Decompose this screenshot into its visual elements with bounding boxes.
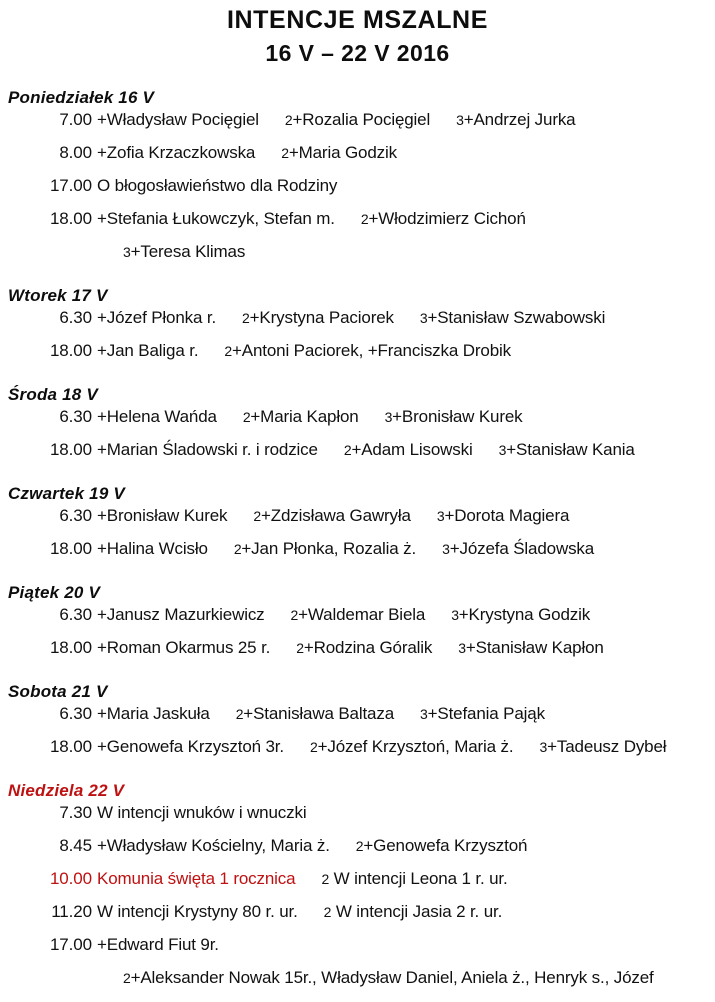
intention-entry — [97, 804, 306, 821]
mass-time: 6.30 — [59, 406, 92, 426]
intention-entry — [97, 870, 295, 887]
intention-index: 3 — [456, 111, 464, 128]
intention-columns — [97, 309, 605, 326]
intention-index: 2 — [242, 408, 251, 425]
mass-intention-row — [0, 903, 715, 936]
intention-entry — [97, 507, 227, 524]
intention-entry — [437, 507, 569, 524]
intention-text: +Bronisław Kurek — [97, 505, 228, 525]
intention-text: +Stanisław Szwabowski — [427, 307, 606, 327]
intention-text: +Władysław Pocięgiel — [97, 109, 259, 129]
intention-text: +Helena Wańda — [97, 406, 217, 426]
intention-index: 2 — [233, 540, 242, 557]
day-section — [0, 88, 715, 276]
day-section — [0, 385, 715, 474]
intention-text: +Jan Płonka, Rozalia ż. — [241, 538, 417, 558]
intention-columns — [97, 177, 337, 194]
intention-text: +Roman Okarmus 25 r. — [97, 637, 271, 657]
mass-intention-row — [0, 639, 715, 672]
intention-index: 2 — [360, 210, 369, 227]
mass-intention-row — [0, 342, 715, 375]
intention-columns — [97, 243, 245, 260]
intention-entry — [285, 111, 430, 128]
intention-entry — [324, 903, 502, 920]
mass-intention-row — [0, 177, 715, 210]
document-title-block — [0, 0, 715, 68]
intention-text: +Włodzimierz Cichoń — [368, 208, 526, 228]
intention-entry — [224, 342, 511, 359]
intention-index: 2 — [309, 738, 318, 755]
intention-columns — [97, 969, 654, 986]
mass-time: 6.30 — [59, 307, 92, 327]
intention-entry — [451, 606, 590, 623]
intention-text: +Halina Wcisło — [97, 538, 208, 558]
intention-columns — [97, 606, 590, 623]
intention-entry — [281, 144, 397, 161]
mass-time: 8.45 — [59, 835, 92, 855]
intention-columns — [97, 342, 511, 359]
intention-columns — [97, 540, 594, 557]
day-header: Piątek 20 V — [8, 582, 100, 602]
intention-text: +Władysław Kościelny, Maria ż. — [97, 835, 330, 855]
intention-text: +Stefania Łukowczyk, Stefan m. — [97, 208, 335, 228]
day-section — [0, 781, 715, 1002]
mass-intention-row — [0, 243, 715, 276]
intention-entry — [539, 738, 666, 755]
intention-text: +Józefa Śladowska — [449, 538, 595, 558]
intention-text: +Waldemar Biela — [298, 604, 426, 624]
mass-time: 18.00 — [49, 439, 92, 459]
intention-entry — [458, 639, 603, 656]
day-section — [0, 286, 715, 375]
intention-entry — [291, 606, 426, 623]
intention-columns — [97, 210, 526, 227]
intention-text: +Stanisława Baltaza — [243, 703, 395, 723]
intention-entry — [97, 210, 335, 227]
intention-entry — [420, 309, 605, 326]
intention-text: +Bronisław Kurek — [392, 406, 523, 426]
mass-time: 18.00 — [49, 340, 92, 360]
mass-intention-row — [0, 705, 715, 738]
intention-text: +Edward Fiut 9r. — [97, 934, 219, 954]
intention-text: Komunia święta 1 rocznica — [97, 868, 296, 888]
day-sections-list — [0, 88, 715, 1002]
intention-text: +Genowefa Krzysztoń 3r. — [97, 736, 284, 756]
mass-intention-row — [0, 936, 715, 969]
mass-time: 7.30 — [59, 802, 92, 822]
mass-time: 17.00 — [49, 934, 92, 954]
intention-entry — [442, 540, 594, 557]
intention-entry — [97, 606, 265, 623]
intention-index: 3 — [442, 540, 450, 557]
intention-text: +Maria Godzik — [288, 142, 397, 162]
intention-index: 2 — [321, 870, 330, 887]
mass-intention-row — [0, 969, 715, 1002]
intention-text: +Józef Krzysztoń, Maria ż. — [317, 736, 514, 756]
intention-entry — [456, 111, 575, 128]
intention-index: 3 — [420, 705, 428, 722]
intention-text: +Genowefa Krzysztoń — [363, 835, 528, 855]
intention-columns — [97, 408, 523, 425]
intention-entry — [234, 540, 416, 557]
intention-text: +Teresa Klimas — [130, 241, 246, 261]
mass-time: 18.00 — [49, 208, 92, 228]
intention-entry — [97, 738, 284, 755]
intention-text: W intencji wnuków i wnuczki — [97, 802, 307, 822]
mass-intention-row — [0, 408, 715, 441]
intention-entry — [499, 441, 635, 458]
intention-entry — [296, 639, 432, 656]
day-header: Poniedziałek 16 V — [8, 87, 155, 107]
intention-index: 2 — [355, 837, 364, 854]
intention-index: 3 — [539, 738, 548, 755]
intention-index: 3 — [123, 243, 131, 260]
intention-entry — [97, 408, 217, 425]
mass-intention-row — [0, 144, 715, 177]
intention-entry — [97, 309, 216, 326]
intention-text: +Rozalia Pocięgiel — [292, 109, 431, 129]
mass-intention-row — [0, 540, 715, 573]
intention-text: +Józef Płonka r. — [97, 307, 217, 327]
intention-index: 3 — [436, 507, 445, 524]
mass-intention-row — [0, 309, 715, 342]
intention-text: +Stanisław Kapłon — [465, 637, 604, 657]
mass-intention-row — [0, 738, 715, 771]
mass-time: 18.00 — [49, 538, 92, 558]
intention-text: +Dorota Magiera — [444, 505, 570, 525]
intention-columns — [97, 903, 502, 920]
intention-text: +Aleksander Nowak 15r., Władysław Daniel, Aniela ż., Henryk s., Józef — [130, 967, 654, 987]
day-section — [0, 583, 715, 672]
intention-index: 2 — [290, 606, 299, 623]
intention-columns — [97, 936, 219, 953]
intention-index: 3 — [451, 606, 459, 623]
day-header: Środa 18 V — [8, 384, 98, 404]
intention-columns — [97, 804, 306, 821]
intention-index: 3 — [498, 441, 507, 458]
intention-columns — [97, 639, 604, 656]
intention-entry — [242, 309, 394, 326]
mass-time: 17.00 — [49, 175, 92, 195]
mass-time: 10.00 — [49, 868, 92, 888]
mass-intention-row — [0, 441, 715, 474]
page-title: INTENCJE MSZALNE — [226, 6, 488, 34]
page-subtitle-date-range: 16 V – 22 V 2016 — [265, 40, 450, 66]
intention-text: +Adam Lisowski — [351, 439, 473, 459]
mass-intention-row — [0, 870, 715, 903]
intention-entry — [97, 705, 210, 722]
intention-index: 2 — [284, 111, 293, 128]
day-header: Sobota 21 V — [8, 681, 108, 701]
intention-text: +Stefania Pająk — [427, 703, 545, 723]
intention-text: +Antoni Paciorek, +Franciszka Drobik — [231, 340, 511, 360]
intention-entry — [97, 177, 337, 194]
intention-text: W intencji Krystyny 80 r. ur. — [97, 901, 298, 921]
intention-index: 2 — [296, 639, 304, 656]
intention-entry — [344, 441, 473, 458]
intention-columns — [97, 144, 397, 161]
intention-entry — [236, 705, 394, 722]
mass-time: 7.00 — [59, 109, 92, 129]
intention-entry — [97, 342, 198, 359]
intention-index: 2 — [242, 309, 250, 326]
day-header: Niedziela 22 V — [8, 780, 125, 800]
mass-intention-row — [0, 804, 715, 837]
intention-entry — [97, 639, 270, 656]
intention-index: 2 — [281, 144, 289, 161]
intention-text: +Andrzej Jurka — [463, 109, 576, 129]
intention-index: 2 — [343, 441, 352, 458]
mass-time: 11.20 — [51, 901, 92, 921]
mass-time: 18.00 — [49, 736, 92, 756]
intention-index: 2 — [224, 342, 232, 359]
intention-text: W intencji Jasia 2 r. ur. — [331, 901, 503, 921]
intention-entry — [385, 408, 523, 425]
intention-columns — [97, 705, 545, 722]
intention-text: +Janusz Mazurkiewicz — [97, 604, 265, 624]
intention-entry — [97, 837, 330, 854]
mass-intention-row — [0, 606, 715, 639]
intention-text: +Rodzina Góralik — [303, 637, 433, 657]
mass-time: 8.00 — [59, 142, 92, 162]
intention-entry — [97, 144, 255, 161]
intention-text: +Zdzisława Gawryła — [260, 505, 411, 525]
mass-time: 6.30 — [59, 604, 92, 624]
intention-index: 2 — [123, 969, 131, 986]
intention-index: 3 — [384, 408, 393, 425]
intention-text: +Stanisław Kania — [506, 439, 635, 459]
intention-text: +Marian Śladowski r. i rodzice — [97, 439, 318, 459]
intention-text: +Tadeusz Dybeł — [547, 736, 667, 756]
intention-text: +Maria Jaskuła — [97, 703, 210, 723]
mass-time: 18.00 — [49, 637, 92, 657]
intention-text: +Zofia Krzaczkowska — [97, 142, 256, 162]
intention-entry — [97, 540, 208, 557]
intention-index: 2 — [253, 507, 261, 524]
intention-entry — [253, 507, 410, 524]
intention-columns — [97, 441, 635, 458]
intention-text: O błogosławieństwo dla Rodziny — [97, 175, 338, 195]
mass-intention-row — [0, 507, 715, 540]
intention-columns — [97, 507, 569, 524]
intention-entry — [321, 870, 507, 887]
intention-columns — [97, 111, 575, 128]
intention-entry — [97, 441, 318, 458]
intention-text: +Maria Kapłon — [250, 406, 359, 426]
intention-columns — [97, 738, 666, 755]
intention-columns — [97, 870, 508, 887]
day-section — [0, 682, 715, 771]
intention-entry — [97, 111, 259, 128]
mass-intention-row — [0, 837, 715, 870]
intention-entry — [123, 969, 654, 986]
intention-index: 2 — [235, 705, 244, 722]
mass-intention-row — [0, 210, 715, 243]
day-header: Czwartek 19 V — [8, 483, 125, 503]
day-header: Wtorek 17 V — [8, 285, 108, 305]
intention-entry — [420, 705, 545, 722]
mass-intention-row — [0, 111, 715, 144]
intention-entry — [123, 243, 245, 260]
intention-entry — [310, 738, 514, 755]
mass-time: 6.30 — [59, 703, 92, 723]
intention-columns — [97, 837, 527, 854]
intention-entry — [243, 408, 359, 425]
intention-entry — [361, 210, 526, 227]
intention-text: +Jan Baliga r. — [97, 340, 199, 360]
mass-time: 6.30 — [59, 505, 92, 525]
intention-index: 2 — [323, 903, 332, 920]
intention-index: 3 — [458, 639, 466, 656]
intention-entry — [356, 837, 528, 854]
intention-text: +Krystyna Paciorek — [249, 307, 394, 327]
day-section — [0, 484, 715, 573]
intention-index: 3 — [419, 309, 428, 326]
intention-entry — [97, 936, 219, 953]
intention-entry — [97, 903, 298, 920]
intention-text: +Krystyna Godzik — [458, 604, 591, 624]
intention-text: W intencji Leona 1 r. ur. — [329, 868, 508, 888]
